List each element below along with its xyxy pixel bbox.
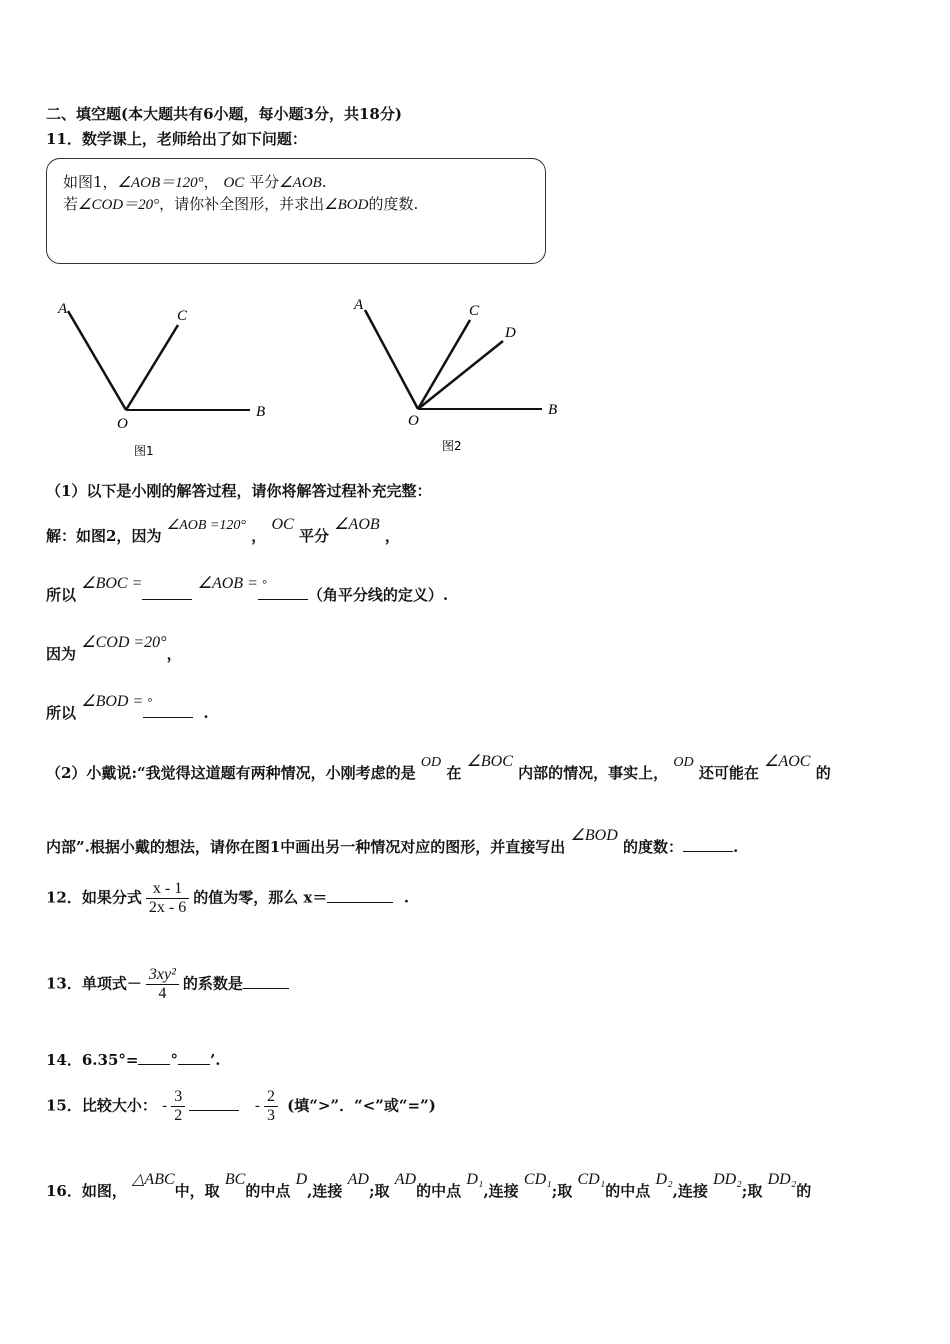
denominator: 2	[174, 1107, 183, 1124]
minus-sign: -	[254, 1096, 260, 1115]
q13	[46, 966, 289, 1003]
box-line-2	[63, 193, 418, 214]
text: ,连接	[483, 1182, 519, 1200]
angle-aob: ∠AOB	[279, 175, 322, 191]
answer-blank-q14-deg[interactable]	[138, 1050, 170, 1065]
minus-sign: -	[162, 1096, 168, 1115]
numerator: 3xy²	[146, 966, 179, 985]
angle-boc: ∠BOC =	[81, 575, 143, 592]
denominator: 4	[158, 985, 167, 1002]
denominator: 3	[266, 1107, 275, 1124]
ray-oa	[365, 310, 418, 409]
degree-symbol: °	[261, 577, 267, 591]
text: ，请你补全图形，并求出	[159, 195, 325, 213]
label-d: D	[505, 325, 516, 341]
angle-aob: ∠AOB =120°	[166, 518, 246, 533]
ray-od	[418, 341, 503, 409]
angle-aoc: ∠AOC	[764, 753, 811, 770]
text: ;取	[741, 1182, 763, 1200]
answer-blank-q12[interactable]	[327, 888, 393, 903]
q15	[46, 1088, 436, 1125]
text: 因为	[46, 645, 77, 663]
angle-cod: ∠COD =20°	[81, 634, 167, 651]
text: 的	[796, 1182, 812, 1200]
angle-bod: ∠BOD =	[81, 693, 144, 710]
text: 15．比较大小：	[46, 1096, 157, 1115]
q12	[46, 880, 409, 917]
text: （角平分线的定义）.	[307, 586, 449, 604]
problem-box	[46, 158, 546, 264]
text: 的系数是	[182, 974, 243, 993]
text: ;取	[368, 1182, 390, 1200]
text: 内部”.根据小戴的想法，请你在图1中画出另一种情况对应的图形，并直接写出	[46, 838, 566, 856]
text: (填“>”．“<”或“=”)	[287, 1096, 436, 1115]
numerator: 2	[264, 1088, 278, 1107]
segment-bc: BC	[224, 1171, 246, 1188]
text: 13．单项式－	[46, 974, 142, 993]
angle-cod: ∠COD＝20°	[78, 197, 160, 213]
text: ，	[166, 645, 182, 663]
text: 的中点	[416, 1182, 462, 1200]
fraction	[264, 1088, 278, 1125]
q11-stem: 11．数学课上，老师给出了如下问题：	[46, 130, 307, 148]
label-o: O	[408, 413, 419, 429]
angle-aob: ∠AOB =	[197, 575, 258, 592]
q11-solution-line-3	[46, 634, 182, 664]
segment-cd1: CD₁	[523, 1171, 552, 1188]
q14	[46, 1049, 220, 1070]
q11-solution-line-2	[46, 575, 449, 605]
answer-blank-q13[interactable]	[243, 974, 289, 989]
text: ’.	[209, 1051, 221, 1069]
point-d2: D₂	[655, 1171, 673, 1188]
label-a: A	[58, 301, 68, 317]
text: 如图1，	[63, 173, 118, 191]
answer-blank-q15[interactable]	[189, 1096, 239, 1111]
q16	[46, 1171, 812, 1201]
text: 解：如图2，因为	[46, 527, 162, 545]
figure-2	[340, 290, 600, 460]
segment-dd2: DD₂	[767, 1171, 797, 1188]
text: ，	[384, 527, 400, 545]
text: 的	[815, 764, 831, 782]
ray-od: OD	[673, 755, 694, 770]
text: .	[403, 888, 410, 907]
box-line-1	[63, 171, 326, 192]
ray-oc: OC	[223, 175, 245, 191]
answer-blank-boc[interactable]	[142, 585, 192, 600]
ray-oc	[126, 325, 178, 410]
figure-1	[40, 295, 340, 465]
text: ，	[203, 173, 219, 191]
text: ，	[251, 527, 267, 545]
text: 若	[63, 195, 79, 213]
q11-solution-line-1	[46, 516, 400, 546]
angle-aob: ∠AOB＝120°	[117, 175, 204, 191]
q11-part1-title: （1）以下是小刚的解答过程，请你将解答过程补充完整：	[46, 482, 432, 500]
label-c: C	[177, 308, 188, 324]
ray-oa	[68, 311, 126, 410]
fraction	[146, 966, 179, 1003]
text: 所以	[46, 586, 77, 604]
numerator: x - 1	[146, 880, 189, 899]
segment-cd1: CD₁	[577, 1171, 606, 1188]
q11-part2-line-1	[46, 753, 831, 783]
numerator: 3	[171, 1088, 185, 1107]
text: 还可能在	[698, 764, 759, 782]
text: 的度数.	[368, 195, 419, 213]
text: ;取	[551, 1182, 573, 1200]
text: 平分	[249, 173, 280, 191]
ray-oc: OC	[271, 516, 294, 533]
label-o: O	[117, 416, 128, 432]
text: ,连接	[307, 1182, 343, 1200]
text: .	[733, 838, 739, 856]
text: ,连接	[672, 1182, 708, 1200]
fraction	[146, 880, 189, 917]
text: 16．如图，	[46, 1182, 127, 1200]
label-b: B	[256, 404, 266, 420]
answer-blank-q14-min[interactable]	[178, 1050, 210, 1065]
text: 的度数：	[623, 838, 684, 856]
fraction	[171, 1088, 185, 1125]
ray-oc	[418, 320, 470, 409]
text: 的值为零，那么 x＝	[193, 888, 328, 907]
text: °	[170, 1051, 178, 1069]
caption-fig1: 图1	[134, 444, 154, 458]
text: 的中点	[245, 1182, 291, 1200]
section-header: 二、填空题(本大题共有6小题，每小题3分，共18分)	[46, 105, 402, 123]
point-d: D	[295, 1171, 308, 1188]
angle-bod: ∠BOD	[570, 827, 618, 844]
text: 内部的情况，事实上，	[518, 764, 669, 782]
text: .	[321, 173, 327, 191]
text: 14．6.35°=	[46, 1051, 139, 1069]
denominator: 2x - 6	[148, 899, 187, 916]
text: 中，取	[174, 1182, 220, 1200]
text: 所以	[46, 704, 77, 722]
q11-part2-line-2	[46, 827, 739, 857]
text: 12．如果分式	[46, 888, 142, 907]
caption-fig2: 图2	[442, 439, 462, 453]
text: .	[203, 704, 209, 722]
angle-aob: ∠AOB	[334, 516, 380, 533]
angle-bod: ∠BOD	[324, 197, 369, 213]
label-a: A	[354, 297, 364, 313]
segment-dd2: DD₂	[713, 1171, 742, 1188]
text: 平分	[298, 527, 329, 545]
q11-solution-line-4	[46, 693, 209, 723]
triangle-abc: △ABC	[132, 1171, 175, 1188]
text: 在	[446, 764, 462, 782]
label-b: B	[548, 402, 558, 418]
label-c: C	[469, 303, 480, 319]
text: 的中点	[605, 1182, 651, 1200]
text: （2）小戴说:“我觉得这道题有两种情况，小刚考虑的是	[46, 764, 416, 782]
ray-od: OD	[420, 755, 442, 770]
degree-symbol: °	[147, 695, 153, 709]
angle-boc: ∠BOC	[466, 753, 513, 770]
answer-blank-bod-2[interactable]	[683, 837, 733, 852]
segment-ad: AD	[347, 1171, 369, 1188]
point-d1: D₁	[466, 1171, 484, 1188]
segment-ad: AD	[394, 1171, 417, 1188]
